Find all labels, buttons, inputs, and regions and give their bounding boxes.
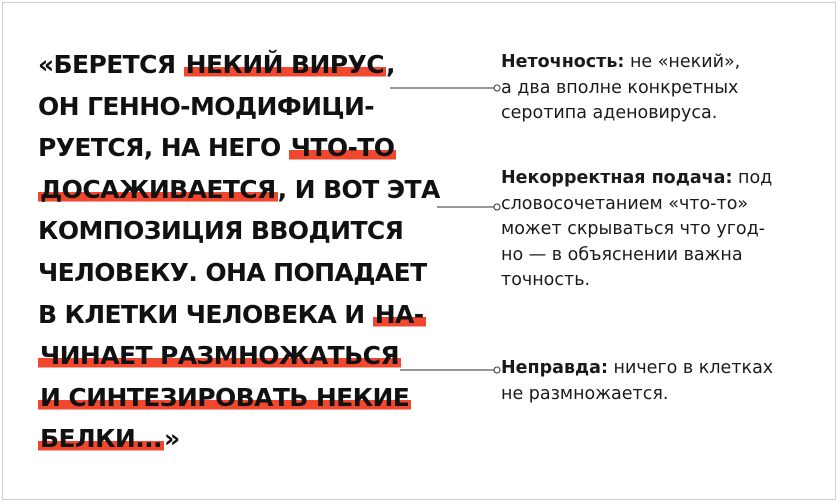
- note-line: серотипа аденовируса.: [501, 103, 718, 123]
- quote-line: [38, 169, 458, 211]
- note-title: Неправда:: [501, 358, 608, 378]
- quote-line: [38, 294, 458, 336]
- note-text: ничего в клетках: [607, 358, 774, 378]
- note-inaccuracy: [501, 50, 821, 127]
- note-line: [501, 166, 821, 192]
- quote-line: [38, 210, 458, 252]
- note-text: под: [732, 168, 773, 188]
- quote-text: ЧЕЛОВЕКУ. ОНА ПОПАДАЕТ: [38, 257, 427, 287]
- quote-text: РУЕТСЯ, НА НЕГО: [38, 133, 289, 163]
- quote-line: [38, 44, 458, 86]
- note-untruth: [501, 356, 821, 407]
- note-line: а два вполне конкретных: [501, 77, 739, 98]
- quote-text: ОН ГЕННО-МОДИФИЦИ-: [38, 91, 375, 121]
- quote-line: [38, 86, 458, 128]
- quote-text: В КЛЕТКИ ЧЕЛОВЕКА И: [38, 299, 373, 329]
- note-line: [501, 356, 821, 382]
- note-title: Неточность:: [501, 52, 625, 72]
- note-line: точность.: [501, 270, 591, 290]
- quote-line: [38, 127, 458, 169]
- highlighted-text: ЧТО-ТО: [290, 133, 395, 163]
- quote-line: [38, 377, 458, 419]
- quote-text: КОМПОЗИЦИЯ ВВОДИТСЯ: [38, 216, 404, 246]
- highlighted-text: ДОСАЖИВАЕТСЯ: [40, 174, 276, 204]
- highlighted-text: ЧИНАЕТ РАЗМНОЖАТЬСЯ: [40, 341, 399, 371]
- highlighted-text: БЕЛКИ...: [40, 424, 162, 454]
- quote-block: [38, 44, 458, 460]
- quote-line: [38, 418, 458, 460]
- quote-text: »: [163, 424, 180, 454]
- highlighted-text: НЕКИЙ ВИРУС: [185, 50, 384, 79]
- quote-line: [38, 252, 458, 294]
- quote-text: ,: [385, 50, 395, 79]
- note-incorrect-presentation: [501, 166, 821, 294]
- note-title: Некорректная подача:: [501, 168, 733, 188]
- note-text: не «некий»,: [624, 52, 741, 72]
- highlighted-text: И СИНТЕЗИРОВАТЬ НЕКИЕ: [40, 382, 410, 412]
- note-line: [501, 50, 821, 76]
- note-line: может скрываться что угод-: [501, 219, 766, 239]
- quote-text: «БЕРЕТСЯ: [38, 50, 184, 79]
- note-line: не размножается.: [501, 383, 669, 404]
- highlighted-text: НА-: [374, 299, 424, 329]
- note-line: словосочетанием «что-то»: [501, 193, 749, 214]
- note-line: но — в объяснении важна: [501, 244, 743, 265]
- quote-text: , И ВОТ ЭТА: [277, 174, 440, 204]
- quote-line: [38, 335, 458, 377]
